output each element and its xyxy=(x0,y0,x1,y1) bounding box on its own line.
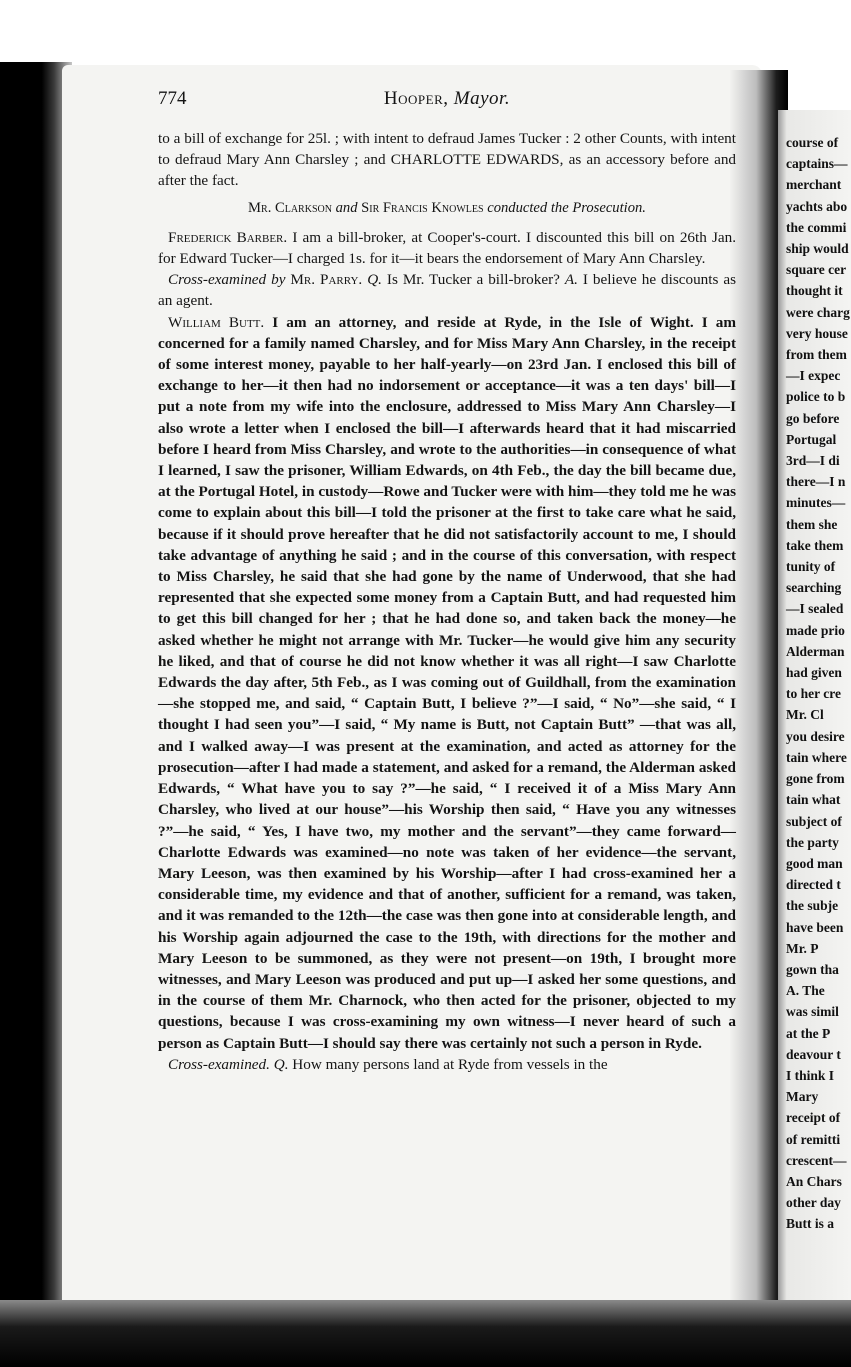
facing-page-line: deavour t xyxy=(786,1046,841,1062)
facing-page-line: tain what xyxy=(786,792,841,808)
cross-label-butt: Cross-examined. xyxy=(168,1055,270,1073)
facing-page-line: minutes— xyxy=(786,495,846,511)
facing-page-line: was simil xyxy=(786,1004,839,1020)
facing-page-line: were charg xyxy=(786,304,850,320)
facing-page-line: directed t xyxy=(786,877,841,893)
intro-paragraph xyxy=(158,128,736,192)
barber-cross-examination xyxy=(158,269,736,311)
facing-page-line: Mr. Cl xyxy=(786,707,824,723)
facing-page-line: from them xyxy=(786,347,847,363)
facing-page-line: yachts abo xyxy=(786,198,848,214)
counsel-line xyxy=(158,198,736,219)
facing-page-line: the party xyxy=(786,834,839,850)
facing-page-line: gown tha xyxy=(786,961,839,977)
facing-page-line: Alderman xyxy=(786,643,845,659)
facing-page-line: at the P xyxy=(786,1025,831,1041)
question-text-butt: How many persons land at Ryde from vessels in the xyxy=(292,1055,608,1073)
facing-page-line: have been xyxy=(786,919,844,935)
facing-page-line: made prio xyxy=(786,622,845,638)
question-text: Is Mr. Tucker a bill-broker? xyxy=(386,271,560,289)
facing-page-line: go before xyxy=(786,410,840,426)
witness-name-barber: Frederick Barber. xyxy=(168,228,288,246)
facing-page-line: course of xyxy=(786,135,839,150)
counsel-and: and xyxy=(335,199,358,216)
facing-page-line: ship would xyxy=(786,241,849,257)
facing-page-line: tain where xyxy=(786,749,847,765)
facing-page-fragments xyxy=(786,132,850,1235)
bottom-shadow xyxy=(0,1300,851,1367)
intro-line-2: Counts, with intent to defraud Mary Ann Charsley ; and CHARLOTTE xyxy=(158,130,736,169)
facing-page-line: I think I xyxy=(786,1067,835,1083)
facing-page-line: to her cre xyxy=(786,686,841,702)
facing-page-line: 3rd—I di xyxy=(786,453,840,469)
barber-testimony xyxy=(158,227,736,269)
cross-counsel: Mr. Parry. xyxy=(290,271,363,289)
facing-page-line: An Chars xyxy=(786,1173,842,1189)
facing-page-line: other day xyxy=(786,1195,841,1211)
question-marker-butt: Q. xyxy=(273,1055,289,1073)
facing-page-line: of remitti xyxy=(786,1131,841,1147)
facing-page-line: them she xyxy=(786,516,838,532)
intro-line-3: EDWARDS, as an accessory before and after the fact. xyxy=(158,151,737,190)
facing-page-line: take them xyxy=(786,537,844,553)
facing-page-line: A. The xyxy=(786,983,825,999)
facing-page-line: Butt is a xyxy=(786,1216,835,1232)
running-head-role: Mayor. xyxy=(453,88,511,109)
facing-page-line: the subje xyxy=(786,898,839,914)
facing-page-line: Mr. P xyxy=(786,940,819,956)
answer-text: I believe he discounts as an agent. xyxy=(158,271,737,310)
facing-page-line: very house xyxy=(786,325,848,341)
butt-testimony xyxy=(158,312,736,1054)
intro-line-1: to a bill of exchange for 25l. ; with intent to defraud James Tucker : 2 other xyxy=(158,130,616,147)
facing-page-line: gone from xyxy=(786,771,845,787)
facing-page-line: there—I n xyxy=(786,474,846,490)
facing-page-line: had given xyxy=(786,665,842,681)
facing-page-line: merchant xyxy=(786,177,842,193)
witness-name-butt: William Butt. xyxy=(168,313,265,331)
answer-marker: A. xyxy=(564,271,578,289)
cross-label-barber: Cross-examined by xyxy=(168,271,286,289)
facing-page-line: tunity of xyxy=(786,559,836,575)
facing-page-line: searching xyxy=(786,580,842,596)
butt-text: I am an attorney, and reside at Ryde, in the Isle of Wight. I am concerned for a family named Charsley, and for Miss Mary Ann Charsley, in the receipt of some interest money, payable to her half-yearly—on 23rd Jan. I enclosed this bill of exchange to her—it then had no indorsement or acceptance—it was a ten days' bill—I put a note from my wife into the enclosure, addressed to Miss Mary Ann Charsley—I also wrote a letter when I enclosed the bill—I afterwards heard that it had miscarried before I heard from Miss Charsley, and wrote to the authorities—in consequence of what I learned, I saw the prisoner, William Edwards, on 4th Feb., the day the bill became due, at the Portugal Hotel, in custody—Rowe and Tucker were with him—they told me he was come to explain about this bill—I told the prisoner at the first to take care what he said, because if it should prove hereafter that he did not satisfactorily account to me, I should take advantage of anything he said ; and in the course of this conversation, with respect to Miss Charsley, he said that she had gone by the name of Underwood, that she had represented that she expected some money from a Captain Butt, and had requested him to get this bill changed for her ; that he had done so, and taken back the money—he asked whether he might not arrange with Mr. Tucker—he would give him any security he liked, and that of course he did not know whether it was all right—I saw Charlotte Edwards the day after, 5th Feb., as I was coming out of Guildhall, from the examination—she stopped me, and said, “ Captain Butt, I believe ?”—I said, “ No”—she said, “ I thought I had seen you”—I said, “ My name is Butt, not Captain Butt” —that was all, and I walked away—I was present at the examination, and acted as attorney for the prosecution—after I had made a statement, and asked for a remand, the Alderman asked Edwards, “ What have you to say ?”—he said, “ I received it of a Miss Mary Ann Charsley, who lived at our house”—his Worship then said, “ Have you any witnesses ?”—he said, “ Yes, I have two, my mother and the servant”—they came forward—Charlotte Edwards was examined—no note was taken of her evidence—the servant, Mary Leeson, was then examined by his Worship—after I had cross-examined her a considerable time, my evidence and that of another, sufficient for a remand, was taken, and it was remanded to the 12th—the case was then gone into at considerable length, and his Worship again adjourned the case to the 19th, with directions for the mother and Mary Leeson to be summoned, as they were not present—on 19th, I brought more witnesses, and Mary Leeson was produced and put up—I asked her some questions, and in the course of them Mr. Charnock, who then acted for the prisoner, objected to my questions, because I was cross-examining my own witness—I never heard of such a person as Captain Butt—I should say there was certainly not such a person in Ryde. xyxy=(158,313,737,1052)
facing-page-line: —I expec xyxy=(786,368,841,384)
running-head-name: Hooper, xyxy=(383,88,449,109)
facing-page-line: Mary xyxy=(786,1089,819,1105)
counsel-name-2: Sir Francis Knowles xyxy=(361,199,484,216)
facing-page-line: —I sealed xyxy=(786,601,844,617)
page-number: 774 xyxy=(158,88,187,109)
facing-page-line: crescent— xyxy=(786,1152,847,1168)
facing-page-line: police to b xyxy=(786,389,846,405)
counsel-tail: conducted the Prosecution. xyxy=(487,199,646,216)
facing-page-line: the commi xyxy=(786,219,847,235)
page-text xyxy=(158,88,736,1075)
facing-page-line: captains— xyxy=(786,156,848,172)
facing-page-line: square cer xyxy=(786,262,847,278)
barber-text: I am a bill-broker, at Cooper's-court. I discounted this bill on 26th Jan. for Edward Tucker—I charged 1s. for it—it bears the endorsement of Mary Ann Charsley. xyxy=(158,228,737,268)
facing-page xyxy=(778,110,851,1310)
running-head xyxy=(158,88,736,118)
facing-page-line: good man xyxy=(786,855,843,871)
facing-page-line: Portugal xyxy=(786,431,837,447)
question-marker: Q. xyxy=(367,271,382,289)
counsel-name-1: Mr. Clarkson xyxy=(248,199,332,216)
facing-page-line: thought it xyxy=(786,283,843,299)
running-head-title xyxy=(158,88,736,110)
butt-cross-examination xyxy=(158,1054,736,1075)
facing-page-line: you desire xyxy=(786,728,845,744)
facing-page-line: receipt of xyxy=(786,1110,841,1126)
facing-page-line: subject of xyxy=(786,813,842,829)
